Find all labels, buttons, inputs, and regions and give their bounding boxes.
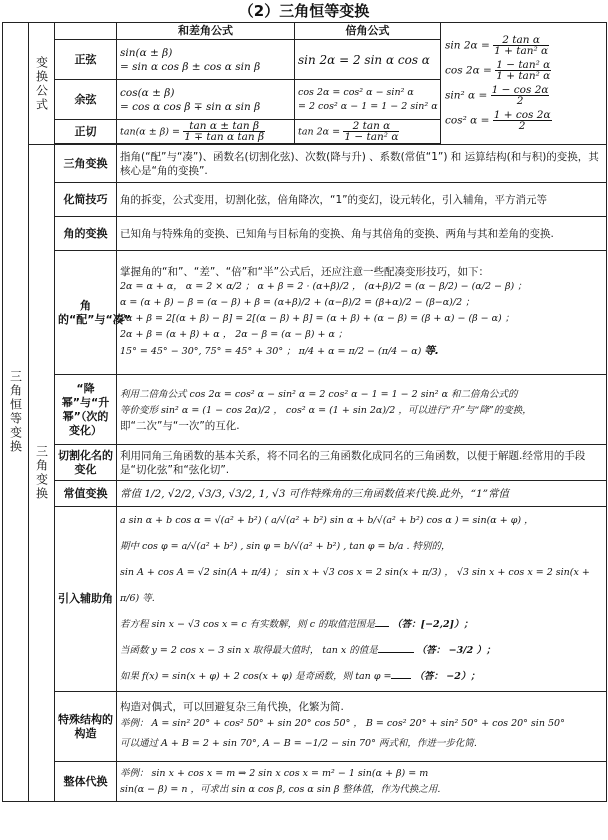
aux-line5 xyxy=(120,638,603,664)
row-text-angle-transform: 已知角与特殊角的变换、已知角与目标角的变换、角与其倍角的变换、两角与其和差角的变换. xyxy=(117,217,607,251)
cos-double-line1: cos 2α = cos² α − sin² α xyxy=(298,86,414,98)
tan-double-num: 2 tan α xyxy=(343,121,399,132)
header-double: 倍角公式 xyxy=(295,23,441,40)
cos-sum-line1: cos(α ± β) xyxy=(120,86,175,99)
tan-sum-fraction xyxy=(183,121,265,142)
cos-sum-formula xyxy=(117,80,295,120)
header-empty xyxy=(55,23,117,40)
aux-line4-blank xyxy=(375,626,389,627)
right-formula-num: 2 tan α xyxy=(493,35,549,46)
right-formula-den: 2 xyxy=(516,94,524,107)
angle-match-line5 xyxy=(120,343,603,360)
angle-match-line5-formula: 15° = 45° − 30°, 75° = 45° + 30° ； π/4 + α = π/2 − (π/4 − α) xyxy=(120,346,422,357)
row-label-trig-transform: 三角变换 xyxy=(55,145,117,183)
aux-line6-blank xyxy=(391,678,411,679)
right-formula-0 xyxy=(445,35,602,56)
aux-line3: sin A + cos A = √2 sin(A + π/4) ； sin x + √3 cos x = 2 sin(x + π/3) ， √3 sin x + cos x = 2 sin(x + π/6) 等. xyxy=(120,567,590,604)
row-label-special-structure: 特殊结构的构造 xyxy=(55,692,117,762)
aux-line5-blank xyxy=(378,652,414,653)
right-formula-fraction xyxy=(495,60,551,81)
angle-match-line1: 2α = α + α， α = 2 × α/2 ； α + β = 2 · (α+β)/2 ， (α+β)/2 = (α − β/2) − (α/2 − β) ； xyxy=(120,281,527,292)
sin-double-formula xyxy=(295,40,441,80)
right-formula-fraction xyxy=(493,110,552,131)
right-formula-2 xyxy=(445,85,602,106)
right-formula-lhs: sin 2α = xyxy=(445,39,494,51)
row-text-trig-transform: 指角(“配”与“凑”)、函数名(切割化弦)、次数(降与升) 、系数(常值“1”) 和 运算结构(和与积)的变换，其核心是“角的变换”. xyxy=(117,145,607,183)
label-sin: 正弦 xyxy=(55,40,117,80)
row-text-power xyxy=(117,375,607,445)
aux-line6-answer: （答： −2）； xyxy=(414,671,480,682)
tan-sum-lhs: tan(α ± β) = xyxy=(120,126,180,138)
aux-line6-text: 如果 f(x) = sin(x + φ) + 2 cos(x + φ) 是奇函数，则 tan φ = xyxy=(120,671,392,682)
label-cos: 余弦 xyxy=(55,80,117,120)
right-formula-lhs: cos² α = xyxy=(445,114,493,126)
tan-sum-formula xyxy=(117,120,295,144)
sin-sum-line1: sin(α ± β) xyxy=(120,46,173,59)
row-text-simplify: 角的拆变，公式变用，切割化弦，倍角降次，“1”的变幻，设元转化，引入辅角，平方消元等 xyxy=(117,183,607,217)
special-line1: 构造对偶式，可以回避复杂三角代换，化繁为简. xyxy=(120,700,344,713)
right-formulas-cell xyxy=(441,23,607,145)
label-tan: 正切 xyxy=(55,120,117,144)
angle-match-line3: 2α + β = 2[(α + β) − β] = 2[(α − β) + β] = (α + β) + (α − β) = (β + α) − (β − α) ； xyxy=(120,313,515,324)
right-formula-den: 1 + tan² α xyxy=(494,44,549,57)
row-text-angle-match xyxy=(117,251,607,375)
sin-sum-formula xyxy=(117,40,295,80)
section-label-transform: 三角变换 xyxy=(29,145,55,802)
angle-match-line4: 2α + β = (α + β) + α ， 2α − β = (α − β) + α ； xyxy=(120,329,348,340)
right-formula-num: 1 − tan² α xyxy=(496,58,551,71)
angle-match-line5-tail: 等. xyxy=(424,345,439,357)
power-line2: 等价变形 sin² α = (1 − cos 2α)/2 ， cos² α = (1 + sin 2α)/2 ，可以进行“升”与“降”的变换， xyxy=(120,404,532,416)
aux-line1: a sin α + b cos α = √(a² + b²) ( a/√(a² + b²) sin α + b/√(a² + b²) cos α ) = sin(α + φ) ， xyxy=(120,515,534,526)
cos-double-line2: = 2 cos² α − 1 = 1 − 2 sin² α xyxy=(298,100,438,112)
right-formula-den: 2 xyxy=(518,119,526,132)
row-text-constants: 常值 1/2, √2/2, √3/3, √3/2, 1, √3 可作特殊角的三角函数值来代换.此外，“1”常值 xyxy=(117,481,607,507)
header-sum-diff: 和差角公式 xyxy=(117,23,295,40)
aux-line4-text: 若方程 sin x − √3 cos x = c 有实数解，则 c 的取值范围是 xyxy=(120,619,376,630)
row-label-constants: 常值变换 xyxy=(55,481,117,507)
right-formula-den: 1 + tan² α xyxy=(496,69,551,82)
cos-double-formula xyxy=(295,80,441,120)
row-label-name-change: 切割化名的变化 xyxy=(55,445,117,481)
tan-sum-den: 1 ∓ tan α tan β xyxy=(184,131,265,143)
trig-identity-table xyxy=(2,22,607,802)
tan-double-den: 1 − tan² α xyxy=(344,131,399,143)
special-line3: 可以通过 A + B = 2 + sin 70°, A − B = −1/2 − sin 70° 两式和，作进一步化简. xyxy=(120,737,477,749)
right-formula-num: 1 + cos 2α xyxy=(493,108,551,121)
section-label-trig-identity: 三角恒等变换 xyxy=(3,23,29,802)
right-formulas xyxy=(445,35,602,131)
right-formula-1 xyxy=(445,60,602,81)
substitution-line2: sin(α − β) = n ，可求出 sin α cos β, cos α sin β 整体值，作为代换之用. xyxy=(120,783,441,795)
right-formula-lhs: cos 2α = xyxy=(445,64,496,76)
right-formula-3 xyxy=(445,110,602,131)
row-label-angle-match: 角的“配”与“凑” xyxy=(55,251,117,375)
cos-sum-line2: = cos α cos β ∓ sin α sin β xyxy=(120,100,261,113)
row-label-aux-angle: 引入辅助角 xyxy=(55,507,117,692)
right-formula-lhs: sin² α = xyxy=(445,89,491,101)
tan-double-fraction xyxy=(343,121,399,142)
sin-sum-line2: = sin α cos β ± cos α sin β xyxy=(120,60,261,73)
row-text-special-structure xyxy=(117,692,607,762)
row-label-power: “降幂”与“升幂”（次的变化） xyxy=(55,375,117,445)
angle-match-intro: 掌握角的“和”、“差”、“倍”和“半”公式后，还应注意一些配凑变形技巧，如下： xyxy=(120,266,490,278)
aux-line5-text: 当函数 y = 2 cos x − 3 sin x 取得最大值时， tan x 的值是 xyxy=(120,645,378,656)
page-title: （2）三角恒等变换 xyxy=(238,2,370,20)
tan-double-lhs: tan 2α = xyxy=(298,126,341,138)
row-label-angle-transform: 角的变换 xyxy=(55,217,117,251)
angle-match-line2: α = (α + β) − β = (α − β) + β = (α+β)/2 + (α−β)/2 = (β+α)/2 − (β−α)/2 ； xyxy=(120,297,475,308)
row-text-substitution xyxy=(117,762,607,802)
aux-line4-answer: （答：[−2,2]）； xyxy=(392,619,474,630)
right-formula-fraction xyxy=(491,85,550,106)
row-text-aux-angle xyxy=(117,507,607,692)
tan-double-formula xyxy=(295,120,441,144)
aux-line6 xyxy=(120,664,603,690)
row-text-name-change: 利用同角三角函数的基本关系，将不同名的三角函数化成同名的三角函数，以便于解题.经常用的手段是“切化弦”和“弦化切”. xyxy=(117,445,607,481)
aux-line2: 期中 cos φ = a/√(a² + b²) , sin φ = b/√(a² + b²) , tan φ = b/a . 特别的， xyxy=(120,541,451,552)
special-line2: 举例： A = sin² 20° + cos² 50° + sin 20° cos 50° ， B = cos² 20° + sin² 50° + cos 20° sin 50° xyxy=(120,717,565,729)
power-line1: 利用二倍角公式 cos 2α = cos² α − sin² α = 2 cos² α − 1 = 1 − 2 sin² α 和二倍角公式的 xyxy=(120,388,518,400)
right-formula-fraction xyxy=(493,35,549,56)
tan-sum-num: tan α ± tan β xyxy=(183,121,265,132)
substitution-line1: 举例： sin x + cos x = m ⇒ 2 sin x cos x = m² − 1 sin(α + β) = m xyxy=(120,767,429,779)
right-formula-num: 1 − cos 2α xyxy=(491,83,549,96)
row-label-simplify: 化简技巧 xyxy=(55,183,117,217)
sin-double-line: sin 2α = 2 sin α cos α xyxy=(298,52,430,67)
aux-line4 xyxy=(120,612,603,638)
power-line3: 即“二次”与“一次”的互化. xyxy=(120,419,240,432)
section-label-formulas: 变换公式 xyxy=(29,23,55,145)
row-label-substitution: 整体代换 xyxy=(55,762,117,802)
aux-line5-answer: （答： −3/2 ）； xyxy=(416,645,496,656)
